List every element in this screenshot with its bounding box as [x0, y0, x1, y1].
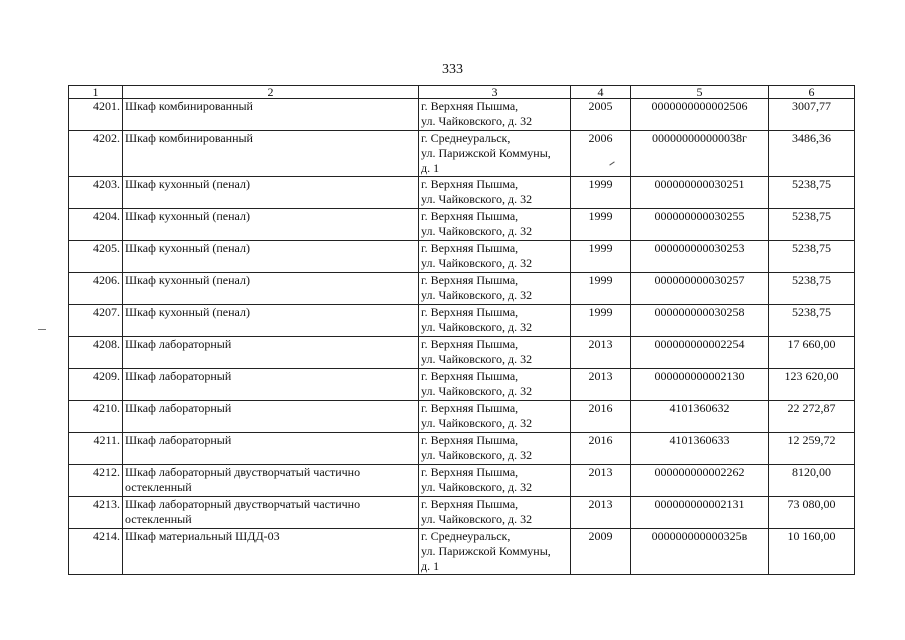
margin-mark	[38, 329, 46, 330]
row-number: 4212.	[69, 465, 123, 497]
item-name: Шкаф кухонный (пенал)	[123, 177, 419, 209]
row-number: 4205.	[69, 241, 123, 273]
item-name: Шкаф лабораторный	[123, 337, 419, 369]
item-address: г. Верхняя Пышма, ул. Чайковского, д. 32	[419, 273, 571, 305]
inventory-code: 000000000002130	[631, 369, 769, 401]
inventory-code: 000000000000038г	[631, 131, 769, 177]
row-number: 4202.	[69, 131, 123, 177]
item-year: 2013	[571, 497, 631, 529]
item-year: 1999	[571, 177, 631, 209]
column-header: 6	[769, 86, 855, 99]
item-year: 1999	[571, 241, 631, 273]
item-name: Шкаф лабораторный	[123, 401, 419, 433]
table-row	[69, 241, 855, 273]
item-value: 8120,00	[769, 465, 855, 497]
item-value: 12 259,72	[769, 433, 855, 465]
item-name: Шкаф комбинированный	[123, 131, 419, 177]
item-address: г. Верхняя Пышма, ул. Чайковского, д. 32	[419, 209, 571, 241]
item-year: 2009	[571, 529, 631, 575]
item-address: г. Верхняя Пышма, ул. Чайковского, д. 32	[419, 177, 571, 209]
item-address: г. Верхняя Пышма, ул. Чайковского, д. 32	[419, 337, 571, 369]
inventory-code: 000000000030255	[631, 209, 769, 241]
row-number: 4211.	[69, 433, 123, 465]
item-address: г. Верхняя Пышма, ул. Чайковского, д. 32	[419, 99, 571, 131]
row-number: 4207.	[69, 305, 123, 337]
item-value: 5238,75	[769, 241, 855, 273]
item-address: г. Среднеуральск, ул. Парижской Коммуны, д. 1	[419, 131, 571, 177]
item-year: 2016	[571, 433, 631, 465]
item-value: 3486,36	[769, 131, 855, 177]
item-address: г. Среднеуральск, ул. Парижской Коммуны, д. 1	[419, 529, 571, 575]
item-value: 5238,75	[769, 273, 855, 305]
inventory-code: 0000000000002506	[631, 99, 769, 131]
row-number: 4201.	[69, 99, 123, 131]
table-row	[69, 497, 855, 529]
item-year: 2013	[571, 369, 631, 401]
row-number: 4214.	[69, 529, 123, 575]
property-table	[68, 85, 855, 575]
item-address: г. Верхняя Пышма, ул. Чайковского, д. 32	[419, 241, 571, 273]
table-row	[69, 99, 855, 131]
row-number: 4213.	[69, 497, 123, 529]
item-name: Шкаф кухонный (пенал)	[123, 209, 419, 241]
item-address: г. Верхняя Пышма, ул. Чайковского, д. 32	[419, 369, 571, 401]
column-header: 1	[69, 86, 123, 99]
item-address: г. Верхняя Пышма, ул. Чайковского, д. 32	[419, 401, 571, 433]
row-number: 4203.	[69, 177, 123, 209]
row-number: 4209.	[69, 369, 123, 401]
item-value: 3007,77	[769, 99, 855, 131]
item-address: г. Верхняя Пышма, ул. Чайковского, д. 32	[419, 497, 571, 529]
inventory-code: 000000000030258	[631, 305, 769, 337]
item-address: г. Верхняя Пышма, ул. Чайковского, д. 32	[419, 433, 571, 465]
page-number: 333	[442, 62, 463, 77]
item-year: 1999	[571, 209, 631, 241]
item-year: 2016	[571, 401, 631, 433]
item-value: 17 660,00	[769, 337, 855, 369]
item-address: г. Верхняя Пышма, ул. Чайковского, д. 32	[419, 305, 571, 337]
column-header: 3	[419, 86, 571, 99]
item-year: 1999	[571, 273, 631, 305]
column-header: 2	[123, 86, 419, 99]
item-name: Шкаф кухонный (пенал)	[123, 241, 419, 273]
table-row	[69, 305, 855, 337]
inventory-code: 000000000002131	[631, 497, 769, 529]
row-number: 4210.	[69, 401, 123, 433]
item-year: 2013	[571, 337, 631, 369]
header-row	[69, 86, 855, 99]
item-name: Шкаф комбинированный	[123, 99, 419, 131]
item-name: Шкаф лабораторный двустворчатый частично остекленный	[123, 465, 419, 497]
item-value: 22 272,87	[769, 401, 855, 433]
inventory-code: 000000000002262	[631, 465, 769, 497]
item-year: 2013	[571, 465, 631, 497]
table-row	[69, 433, 855, 465]
item-year: 2005	[571, 99, 631, 131]
item-value: 123 620,00	[769, 369, 855, 401]
table-row	[69, 369, 855, 401]
item-value: 73 080,00	[769, 497, 855, 529]
item-name: Шкаф лабораторный	[123, 369, 419, 401]
item-name: Шкаф кухонный (пенал)	[123, 273, 419, 305]
inventory-code: 000000000000325в	[631, 529, 769, 575]
row-number: 4206.	[69, 273, 123, 305]
item-value: 5238,75	[769, 305, 855, 337]
item-name: Шкаф лабораторный двустворчатый частично остекленный	[123, 497, 419, 529]
table-row	[69, 131, 855, 177]
column-header: 4	[571, 86, 631, 99]
inventory-code: 000000000002254	[631, 337, 769, 369]
inventory-code: 4101360632	[631, 401, 769, 433]
item-value: 5238,75	[769, 177, 855, 209]
table-row	[69, 177, 855, 209]
inventory-code: 000000000030253	[631, 241, 769, 273]
item-value: 10 160,00	[769, 529, 855, 575]
table-row	[69, 465, 855, 497]
table-row	[69, 529, 855, 575]
table-row	[69, 273, 855, 305]
item-value: 5238,75	[769, 209, 855, 241]
inventory-code: 000000000030251	[631, 177, 769, 209]
item-name: Шкаф кухонный (пенал)	[123, 305, 419, 337]
item-year: 2006	[571, 131, 631, 177]
item-name: Шкаф лабораторный	[123, 433, 419, 465]
table-row	[69, 401, 855, 433]
row-number: 4204.	[69, 209, 123, 241]
item-year: 1999	[571, 305, 631, 337]
item-address: г. Верхняя Пышма, ул. Чайковского, д. 32	[419, 465, 571, 497]
column-header: 5	[631, 86, 769, 99]
table-row	[69, 209, 855, 241]
table-row	[69, 337, 855, 369]
row-number: 4208.	[69, 337, 123, 369]
inventory-code: 000000000030257	[631, 273, 769, 305]
inventory-code: 4101360633	[631, 433, 769, 465]
item-name: Шкаф материальный ШДД-03	[123, 529, 419, 575]
